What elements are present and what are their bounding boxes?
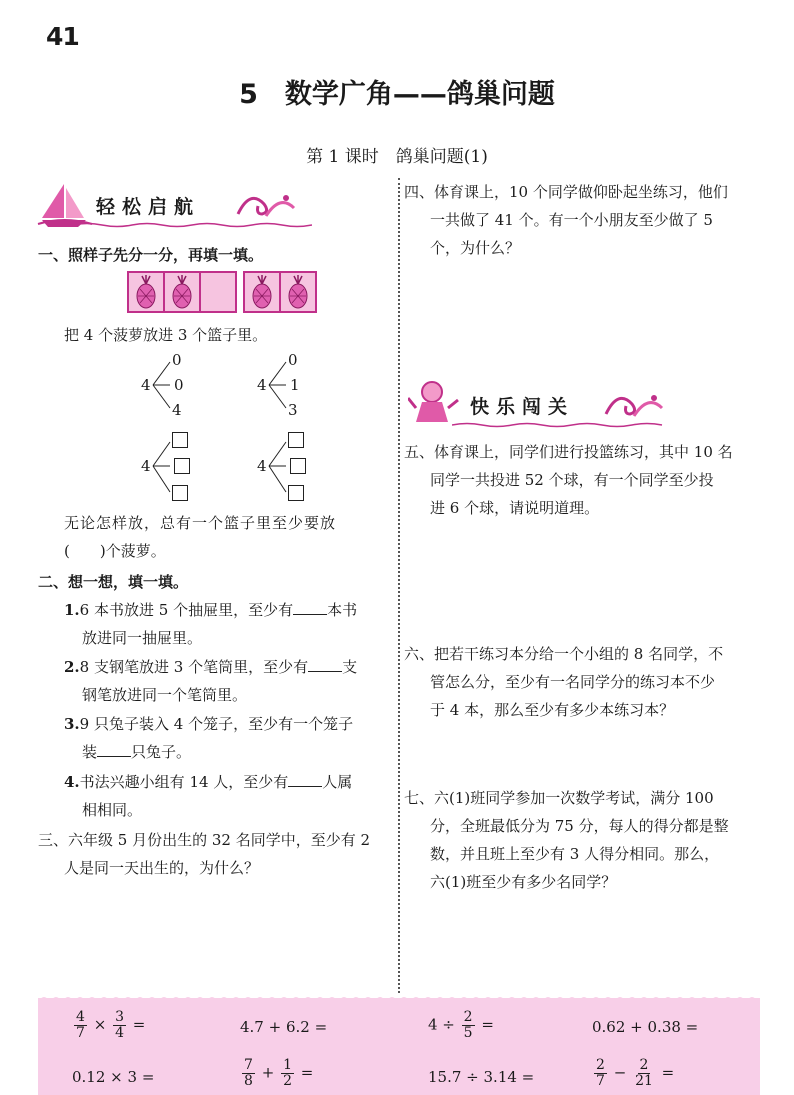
lesson-title: 第 1 课时 鸽巢问题(1): [306, 147, 488, 167]
q1-intro: 把 4 个菠萝放进 3 个篮子里。: [64, 326, 268, 344]
chapter-title: 5 数学广角——鸽巢问题: [239, 79, 555, 110]
item-number: 1.: [64, 601, 80, 619]
q4-line3: 个，为什么？: [430, 239, 521, 257]
q2-item-1: [64, 600, 357, 620]
banner-title-2: 快乐闯关: [470, 396, 575, 418]
banner-qingsong: [34, 180, 304, 230]
banner-underline: [72, 222, 312, 228]
page-number: 41: [46, 22, 79, 51]
item-number: 2.: [64, 658, 80, 676]
item-text: 装: [82, 743, 98, 761]
tree-root: 4: [257, 457, 267, 475]
tree-a: [140, 350, 200, 420]
answer-box[interactable]: [172, 432, 188, 448]
item-text: 书法兴趣小组有 14 人，至少有: [79, 773, 289, 791]
tree-branch-value: 0: [288, 351, 298, 369]
item-number: 3.: [64, 715, 80, 733]
pineapple-icon: [286, 275, 310, 309]
tree-branch-value: 4: [172, 401, 182, 419]
answer-box[interactable]: [288, 485, 304, 501]
q7-line2: 分，全班最低分为 75 分，每人的得分都是整: [430, 817, 729, 835]
q2-item-3: [64, 714, 353, 734]
q3-line1: 三、六年级 5 月份出生的 32 名同学中，至少有 2: [38, 831, 371, 849]
q4-line2: 一共做了 41 个。有一个小朋友至少做了 5: [430, 211, 713, 229]
q7-line1: 七、六(1)班同学参加一次数学考试，满分 100: [404, 789, 714, 807]
cartoon-kid-icon: [408, 378, 460, 426]
q1-conclusion-line1: 无论怎样放，总有一个篮子里至少要放: [64, 514, 337, 532]
q2-item-4-cont: 相相同。: [82, 801, 143, 819]
tree-root: 4: [141, 457, 151, 475]
column-divider: [398, 178, 400, 993]
sailboat-icon: [34, 180, 94, 228]
answer-blank[interactable]: [288, 772, 322, 787]
q1-conclusion-line2[interactable]: ( )个菠萝。: [64, 542, 166, 560]
basket-group-right: [243, 271, 317, 313]
q1-heading: 一、照样子先分一分，再填一填。: [38, 246, 264, 264]
item-number: 4.: [64, 773, 80, 791]
answer-box[interactable]: [290, 458, 306, 474]
tree-root: 4: [257, 376, 267, 394]
swirl-decoration-icon: [598, 384, 668, 424]
pineapple-icon: [170, 275, 194, 309]
basket-box: [165, 271, 201, 313]
item-text: 本书: [327, 601, 358, 619]
item-text: 支: [342, 658, 358, 676]
answer-blank[interactable]: [308, 657, 342, 672]
banner-underline: [452, 422, 672, 428]
q6-line1: 六、把若干练习本分给一个小组的 8 名同学，不: [404, 645, 724, 663]
basket-box: [201, 271, 237, 313]
tree-d: [256, 430, 316, 502]
q2-item-3-cont: [82, 742, 191, 762]
banner-kuaile: [408, 378, 668, 428]
tree-branch-value: 1: [290, 376, 300, 394]
formula-8: $\frac{2}{7}$ − $\frac{2}{21}$ =: [596, 1057, 675, 1089]
tree-root: 4: [141, 376, 151, 394]
q5-line1: 五、体育课上，同学们进行投篮练习，其中 10 名: [404, 443, 733, 461]
scalloped-edge: [38, 992, 760, 1002]
pineapple-icon: [134, 275, 158, 309]
basket-box: [127, 271, 165, 313]
basket-box: [243, 271, 281, 313]
q5-line2: 同学一共投进 52 个球，有一个同学至少投: [430, 471, 714, 489]
item-text: 只兔子。: [131, 743, 192, 761]
item-text: 9 只兔子装入 4 个笼子，至少有一个笼子: [79, 715, 354, 733]
basket-box: [281, 271, 317, 313]
q4-line1: 四、体育课上，10 个同学做仰卧起坐练习，他们: [404, 183, 728, 201]
q2-item-4: [64, 772, 352, 792]
q2-item-2-cont: 钢笔放进同一个笔筒里。: [82, 686, 248, 704]
tree-branch-value: 0: [172, 351, 182, 369]
answer-blank[interactable]: [97, 742, 131, 757]
basket-group-left: [127, 271, 237, 313]
formula-1: $\frac{4}{7}$ × $\frac{3}{4}$ =: [76, 1009, 146, 1041]
q2-item-1-cont: 放进同一抽屉里。: [82, 629, 203, 647]
tree-b: [256, 350, 316, 420]
answer-blank[interactable]: [293, 600, 327, 615]
item-text: 人属: [322, 773, 353, 791]
formula-5: 0.12 × 3 =: [72, 1068, 155, 1086]
formula-7: 15.7 ÷ 3.14 =: [428, 1068, 535, 1086]
q6-line2: 管怎么分，至少有一名同学分的练习本不少: [430, 673, 716, 691]
answer-box[interactable]: [172, 485, 188, 501]
banner-title-1: 轻松启航: [96, 196, 201, 218]
pineapple-icon: [250, 275, 274, 309]
q7-line3: 数，并且班上至少有 3 人得分相同。那么，: [430, 845, 720, 863]
q7-line4: 六(1)班至少有多少名同学？: [430, 873, 617, 891]
tree-branch-value: 0: [174, 376, 184, 394]
item-text: 6 本书放进 5 个抽屉里，至少有: [79, 601, 294, 619]
q5-line3: 进 6 个球，请说明道理。: [430, 499, 600, 517]
q3-line2: 人是同一天出生的，为什么？: [64, 859, 260, 877]
formula-4: 0.62 + 0.38 =: [592, 1018, 699, 1036]
tree-c: [140, 430, 200, 502]
mental-math-strip: [38, 998, 760, 1095]
q6-line3: 于 4 本，那么至少有多少本练习本？: [430, 701, 675, 719]
answer-box[interactable]: [174, 458, 190, 474]
tree-branch-value: 3: [288, 401, 298, 419]
item-text: 8 支钢笔放进 3 个笔筒里，至少有: [79, 658, 309, 676]
swirl-decoration-icon: [230, 184, 300, 224]
answer-box[interactable]: [288, 432, 304, 448]
q2-item-2: [64, 657, 357, 677]
q2-heading: 二、想一想，填一填。: [38, 573, 189, 591]
formula-6: $\frac{7}{8}$ + $\frac{1}{2}$ =: [244, 1057, 314, 1089]
formula-2: 4.7 + 6.2 =: [240, 1018, 328, 1036]
formula-3: 4 ÷ $\frac{2}{5}$ =: [428, 1009, 494, 1041]
